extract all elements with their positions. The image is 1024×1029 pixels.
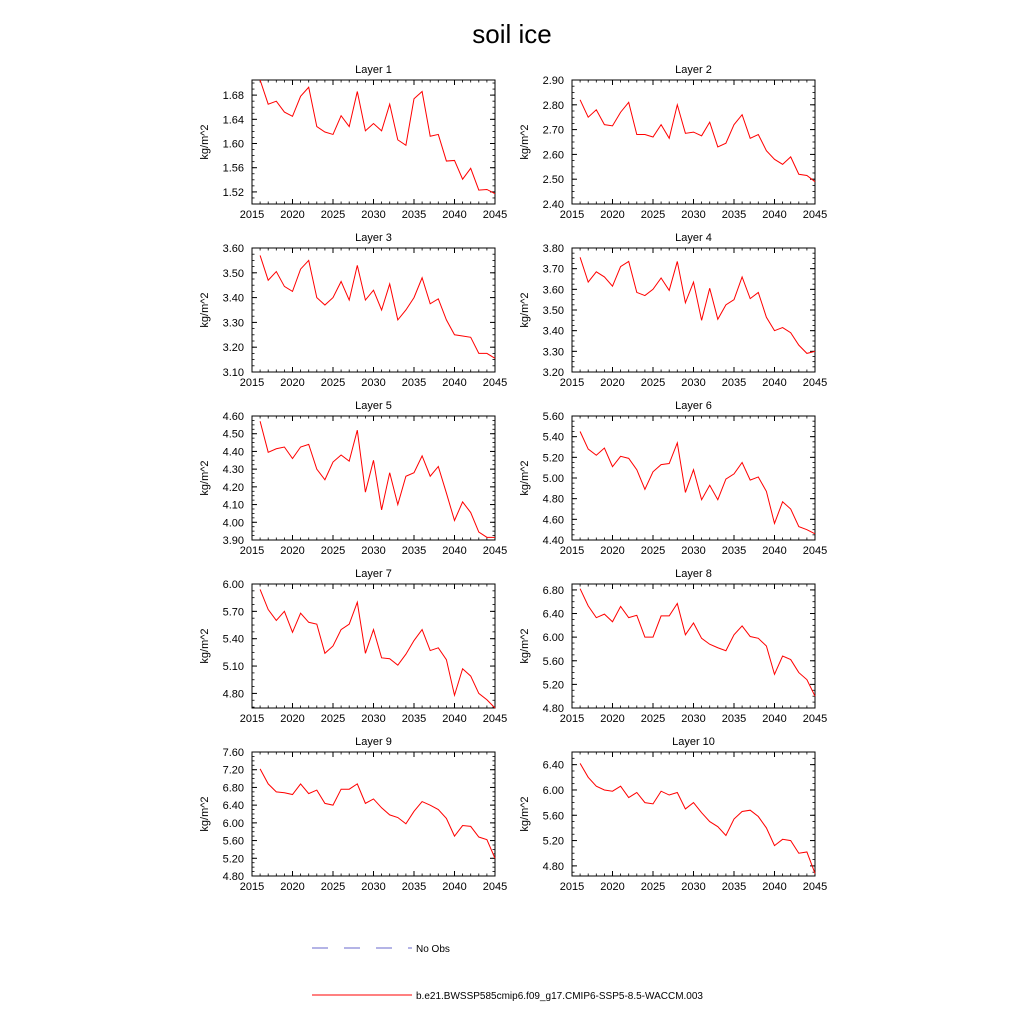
layer-6-xtick-label: 2015 bbox=[559, 545, 585, 557]
figure-title: soil ice bbox=[472, 19, 552, 49]
layer-10-ytick-label: 6.00 bbox=[542, 784, 564, 797]
layer-10-title: Layer 10 bbox=[672, 736, 715, 748]
layer-7-xtick-label: 2015 bbox=[239, 713, 265, 725]
layer-8-plot-frame bbox=[572, 584, 815, 708]
layer-5-xtick-label: 2015 bbox=[239, 545, 265, 557]
layer-2-ytick-label: 2.90 bbox=[542, 75, 564, 87]
layer-7-xtick-label: 2045 bbox=[482, 713, 508, 725]
layer-1-panel bbox=[199, 64, 507, 221]
layer-4-plot-frame bbox=[572, 248, 815, 372]
layer-6-ytick-label: 5.00 bbox=[542, 473, 564, 485]
layer-10-xtick-label: 2045 bbox=[802, 881, 828, 893]
layer-5-xtick-label: 2020 bbox=[280, 545, 305, 557]
layer-7-xtick-label: 2035 bbox=[401, 713, 427, 725]
layer-1-series-line bbox=[260, 80, 495, 194]
layer-4-panel bbox=[519, 232, 827, 389]
legend-obs-label: No Obs bbox=[416, 944, 450, 955]
layer-2-ytick-label: 2.50 bbox=[542, 174, 564, 187]
layer-7-xtick-label: 2030 bbox=[361, 713, 386, 725]
layer-5-xtick-label: 2040 bbox=[442, 545, 467, 557]
layer-1-xtick-label: 2045 bbox=[482, 209, 508, 221]
layer-6-series-line bbox=[580, 432, 815, 534]
layer-6-ytick-label: 4.40 bbox=[542, 535, 564, 547]
layer-1-ytick-label: 1.56 bbox=[222, 162, 244, 175]
layer-8-xtick-label: 2040 bbox=[762, 713, 787, 725]
layer-4-xtick-label: 2040 bbox=[762, 377, 787, 389]
layer-3-ytick-label: 3.40 bbox=[222, 292, 244, 305]
layer-7-title: Layer 7 bbox=[355, 568, 392, 580]
layer-8-ytick-label: 4.80 bbox=[542, 703, 564, 715]
layer-2-ytick-label: 2.40 bbox=[542, 199, 564, 211]
layer-4-ytick-label: 3.50 bbox=[542, 305, 564, 317]
layer-1-xtick-label: 2030 bbox=[361, 209, 386, 221]
layer-9-xtick-label: 2015 bbox=[239, 881, 265, 893]
layer-6-title: Layer 6 bbox=[675, 400, 712, 412]
layer-7-ytick-label: 5.40 bbox=[222, 633, 244, 646]
layer-3-plot-frame bbox=[252, 248, 495, 372]
layer-2-ylabel: kg/m^2 bbox=[519, 124, 531, 160]
layer-5-title: Layer 5 bbox=[355, 400, 392, 412]
layer-9-ytick-label: 4.80 bbox=[222, 871, 244, 883]
layer-10-series-line bbox=[580, 763, 815, 873]
layer-1-ytick-label: 1.52 bbox=[222, 186, 244, 199]
layer-9-xtick-label: 2030 bbox=[361, 881, 386, 893]
layer-8-xtick-label: 2035 bbox=[721, 713, 747, 725]
layer-5-ytick-label: 3.90 bbox=[222, 535, 244, 547]
layer-6-plot-frame bbox=[572, 416, 815, 540]
layer-3-xtick-label: 2040 bbox=[442, 377, 467, 389]
layer-8-xtick-label: 2015 bbox=[559, 713, 585, 725]
layer-4-ytick-label: 3.40 bbox=[542, 325, 564, 338]
layer-1-xtick-label: 2035 bbox=[401, 209, 427, 221]
layer-3-ytick-label: 3.50 bbox=[222, 267, 244, 280]
layer-4-ytick-label: 3.70 bbox=[542, 263, 564, 276]
layer-10-plot-frame bbox=[572, 752, 815, 876]
layer-7-ytick-label: 5.10 bbox=[222, 661, 244, 674]
layer-5-panel bbox=[199, 400, 507, 557]
layer-1-xtick-label: 2020 bbox=[280, 209, 305, 221]
layer-8-xtick-label: 2045 bbox=[802, 713, 828, 725]
layer-5-ytick-label: 4.30 bbox=[222, 464, 244, 477]
layer-9-xtick-label: 2020 bbox=[280, 881, 305, 893]
layer-10-xtick-label: 2015 bbox=[559, 881, 585, 893]
layer-2-xtick-label: 2030 bbox=[681, 209, 706, 221]
layer-3-ylabel: kg/m^2 bbox=[199, 292, 211, 328]
layer-9-title: Layer 9 bbox=[355, 736, 392, 748]
layer-6-xtick-label: 2025 bbox=[640, 545, 666, 557]
layer-10-xtick-label: 2025 bbox=[640, 881, 666, 893]
layer-4-xtick-label: 2030 bbox=[681, 377, 706, 389]
layer-8-xtick-label: 2025 bbox=[640, 713, 666, 725]
layer-3-ytick-label: 3.60 bbox=[222, 243, 244, 255]
layer-2-panel bbox=[519, 64, 827, 221]
layer-8-ytick-label: 5.60 bbox=[542, 655, 564, 668]
layer-1-plot-frame bbox=[252, 80, 495, 204]
layer-9-xtick-label: 2025 bbox=[320, 881, 346, 893]
layer-2-xtick-label: 2025 bbox=[640, 209, 666, 221]
layer-2-xtick-label: 2040 bbox=[762, 209, 787, 221]
layer-10-xtick-label: 2020 bbox=[600, 881, 625, 893]
layer-2-ytick-label: 2.70 bbox=[542, 124, 564, 137]
layer-7-panel bbox=[199, 568, 507, 725]
layer-7-xtick-label: 2040 bbox=[442, 713, 467, 725]
layer-2-plot-frame bbox=[572, 80, 815, 204]
layer-1-xtick-label: 2040 bbox=[442, 209, 467, 221]
layer-2-ytick-label: 2.60 bbox=[542, 149, 564, 162]
layer-9-ytick-label: 7.20 bbox=[222, 764, 244, 777]
layer-8-title: Layer 8 bbox=[675, 568, 712, 580]
layer-10-ytick-label: 5.60 bbox=[542, 810, 564, 823]
layer-4-xtick-label: 2045 bbox=[802, 377, 828, 389]
layer-7-plot-frame bbox=[252, 584, 495, 708]
layer-6-ytick-label: 4.60 bbox=[542, 514, 564, 527]
layer-10-xtick-label: 2030 bbox=[681, 881, 706, 893]
layer-7-ytick-label: 4.80 bbox=[222, 688, 244, 701]
layer-10-ylabel: kg/m^2 bbox=[519, 796, 531, 832]
legend-model-label: b.e21.BWSSP585cmip6.f09_g17.CMIP6-SSP5-8.5-WACCM.003 bbox=[416, 991, 703, 1002]
layer-6-xtick-label: 2040 bbox=[762, 545, 787, 557]
layer-5-xtick-label: 2030 bbox=[361, 545, 386, 557]
layer-8-ytick-label: 6.40 bbox=[542, 608, 564, 621]
layer-3-xtick-label: 2030 bbox=[361, 377, 386, 389]
layer-6-xtick-label: 2030 bbox=[681, 545, 706, 557]
layer-5-plot-frame bbox=[252, 416, 495, 540]
layer-3-xtick-label: 2045 bbox=[482, 377, 508, 389]
layer-6-xtick-label: 2020 bbox=[600, 545, 625, 557]
layer-1-ylabel: kg/m^2 bbox=[199, 124, 211, 160]
layer-8-ytick-label: 6.00 bbox=[542, 632, 564, 645]
layer-1-ytick-label: 1.60 bbox=[222, 138, 244, 151]
layer-8-series-line bbox=[580, 589, 815, 696]
layer-9-xtick-label: 2045 bbox=[482, 881, 508, 893]
layer-3-ytick-label: 3.20 bbox=[222, 342, 244, 355]
layer-6-panel bbox=[519, 400, 827, 557]
layer-4-series-line bbox=[580, 257, 815, 353]
layer-2-title: Layer 2 bbox=[675, 64, 712, 76]
layer-5-xtick-label: 2045 bbox=[482, 545, 508, 557]
layer-4-xtick-label: 2035 bbox=[721, 377, 747, 389]
layer-6-ytick-label: 4.80 bbox=[542, 493, 564, 506]
layer-8-xtick-label: 2020 bbox=[600, 713, 625, 725]
layer-1-xtick-label: 2025 bbox=[320, 209, 346, 221]
layer-7-series-line bbox=[260, 589, 495, 708]
layer-3-xtick-label: 2025 bbox=[320, 377, 346, 389]
layer-8-ytick-label: 5.20 bbox=[542, 679, 564, 692]
layer-5-ytick-label: 4.10 bbox=[222, 499, 244, 512]
layer-10-ytick-label: 5.20 bbox=[542, 835, 564, 848]
layer-9-ytick-label: 5.60 bbox=[222, 835, 244, 848]
layer-3-title: Layer 3 bbox=[355, 232, 392, 244]
layer-8-ylabel: kg/m^2 bbox=[519, 628, 531, 664]
layer-3-panel bbox=[199, 232, 507, 389]
layer-9-plot-frame bbox=[252, 752, 495, 876]
layer-9-series-line bbox=[260, 769, 495, 858]
layer-7-ylabel: kg/m^2 bbox=[199, 628, 211, 664]
layer-9-ytick-label: 6.40 bbox=[222, 800, 244, 813]
layer-5-ytick-label: 4.60 bbox=[222, 411, 244, 423]
layer-5-xtick-label: 2035 bbox=[401, 545, 427, 557]
layer-4-xtick-label: 2015 bbox=[559, 377, 585, 389]
layer-9-ytick-label: 7.60 bbox=[222, 747, 244, 759]
layer-8-xtick-label: 2030 bbox=[681, 713, 706, 725]
panels bbox=[199, 64, 827, 893]
layer-5-xtick-label: 2025 bbox=[320, 545, 346, 557]
layer-10-xtick-label: 2040 bbox=[762, 881, 787, 893]
layer-4-ytick-label: 3.20 bbox=[542, 367, 564, 379]
layer-10-ytick-label: 4.80 bbox=[542, 860, 564, 873]
layer-4-xtick-label: 2025 bbox=[640, 377, 666, 389]
layer-10-xtick-label: 2035 bbox=[721, 881, 747, 893]
layer-3-series-line bbox=[260, 255, 495, 358]
layer-6-ytick-label: 5.20 bbox=[542, 452, 564, 465]
layer-4-ylabel: kg/m^2 bbox=[519, 292, 531, 328]
layer-2-xtick-label: 2015 bbox=[559, 209, 585, 221]
layer-6-ytick-label: 5.60 bbox=[542, 411, 564, 423]
layer-5-series-line bbox=[260, 421, 495, 537]
layer-2-xtick-label: 2020 bbox=[600, 209, 625, 221]
layer-2-ytick-label: 2.80 bbox=[542, 99, 564, 112]
layer-3-ytick-label: 3.30 bbox=[222, 317, 244, 330]
layer-7-xtick-label: 2025 bbox=[320, 713, 346, 725]
layer-1-title: Layer 1 bbox=[355, 64, 392, 76]
layer-2-series-line bbox=[580, 100, 815, 182]
layer-10-ytick-label: 6.40 bbox=[542, 759, 564, 772]
layer-4-ytick-label: 3.60 bbox=[542, 284, 564, 297]
layer-2-xtick-label: 2035 bbox=[721, 209, 747, 221]
layer-9-ytick-label: 6.00 bbox=[222, 817, 244, 830]
layer-5-ylabel: kg/m^2 bbox=[199, 460, 211, 496]
layer-2-xtick-label: 2045 bbox=[802, 209, 828, 221]
layer-3-xtick-label: 2020 bbox=[280, 377, 305, 389]
layer-9-ytick-label: 6.80 bbox=[222, 782, 244, 795]
layer-3-xtick-label: 2015 bbox=[239, 377, 265, 389]
layer-3-ytick-label: 3.10 bbox=[222, 367, 244, 379]
layer-7-xtick-label: 2020 bbox=[280, 713, 305, 725]
layer-8-panel bbox=[519, 568, 827, 725]
layer-3-xtick-label: 2035 bbox=[401, 377, 427, 389]
layer-9-xtick-label: 2035 bbox=[401, 881, 427, 893]
layer-4-ytick-label: 3.80 bbox=[542, 243, 564, 255]
layer-9-panel bbox=[199, 736, 507, 893]
layer-4-xtick-label: 2020 bbox=[600, 377, 625, 389]
layer-9-ytick-label: 5.20 bbox=[222, 853, 244, 866]
legend bbox=[312, 944, 703, 1002]
layer-7-ytick-label: 6.00 bbox=[222, 579, 244, 591]
layer-6-ytick-label: 5.40 bbox=[542, 431, 564, 444]
layer-1-ytick-label: 1.64 bbox=[222, 114, 244, 127]
layer-6-xtick-label: 2045 bbox=[802, 545, 828, 557]
layer-1-ytick-label: 1.68 bbox=[222, 90, 244, 103]
layer-6-ylabel: kg/m^2 bbox=[519, 460, 531, 496]
layer-6-xtick-label: 2035 bbox=[721, 545, 747, 557]
layer-9-ylabel: kg/m^2 bbox=[199, 796, 211, 832]
layer-8-ytick-label: 6.80 bbox=[542, 584, 564, 597]
layer-4-ytick-label: 3.30 bbox=[542, 346, 564, 359]
layer-7-ytick-label: 5.70 bbox=[222, 606, 244, 619]
layer-5-ytick-label: 4.50 bbox=[222, 428, 244, 441]
layer-5-ytick-label: 4.40 bbox=[222, 446, 244, 459]
layer-4-title: Layer 4 bbox=[675, 232, 712, 244]
layer-9-xtick-label: 2040 bbox=[442, 881, 467, 893]
layer-10-panel bbox=[519, 736, 827, 893]
layer-5-ytick-label: 4.20 bbox=[222, 481, 244, 494]
layer-5-ytick-label: 4.00 bbox=[222, 517, 244, 530]
layer-1-xtick-label: 2015 bbox=[239, 209, 265, 221]
